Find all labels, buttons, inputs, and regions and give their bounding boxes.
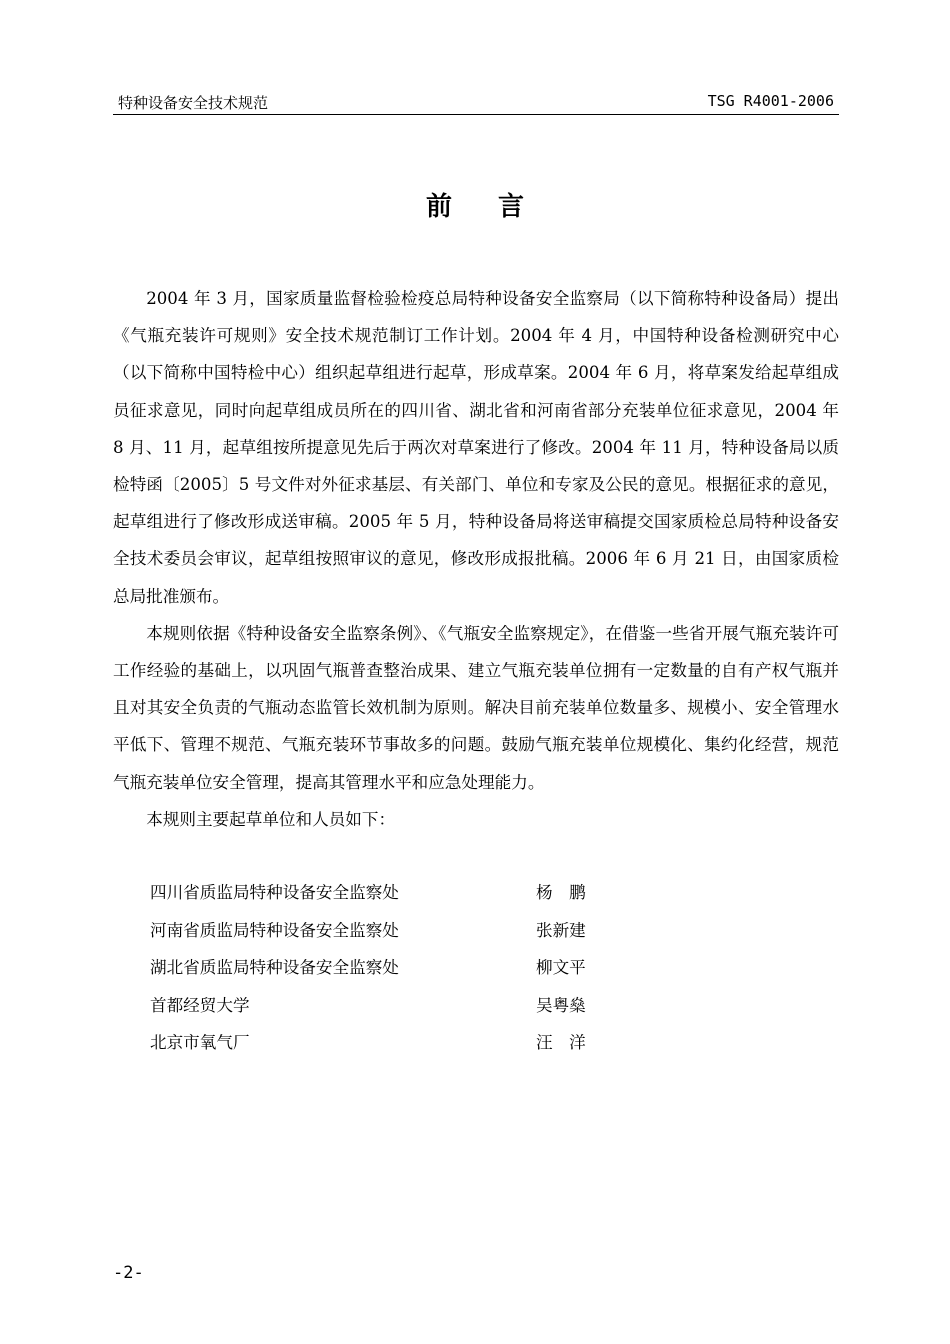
drafter-org: 北京市氧气厂 [150,1033,250,1053]
page-title: 前言 [425,192,570,222]
drafter-org: 首都经贸大学 [150,995,250,1015]
drafter-person: 柳文平 [536,958,586,978]
drafter-row [150,879,650,917]
drafter-person: 杨 鹏 [536,883,586,902]
paragraph-purpose: 本规则依据《特种设备安全监察条例》、《气瓶安全监察规定》，在借鉴一些省开展气瓶充装许可工作经验的基础上，以巩固气瓶普查整治成果、建立气瓶充装单位拥有一定数量的自有产权气瓶并且对其安全负责的气瓶动态监管长效机制为原则。解决目前充装单位数量多、规模小、安全管理水平低下、管理不规范、气瓶充装环节事故多的问题。鼓励气瓶充装单位规模化、集约化经营，规范气瓶充装单位安全管理，提高其管理水平和应急处理能力。 [113,623,839,792]
paragraph-drafters-intro: 本规则主要起草单位和人员如下： [146,809,396,829]
drafter-person: 张新建 [536,920,586,940]
drafter-row [150,954,650,992]
drafters-list [150,879,650,1067]
drafter-org: 湖北省质监局特种设备安全监察处 [150,958,399,978]
preface-body [113,280,839,838]
page-number: -2- [113,1263,144,1283]
drafter-org: 四川省质监局特种设备安全监察处 [150,883,399,902]
header-category: 特种设备安全技术规范 [118,94,269,112]
drafter-row [150,1029,650,1067]
header-code: TSG R4001-2006 [707,92,834,110]
drafter-person: 吴粤燊 [536,995,586,1015]
paragraph-history: 2004 年 3 月，国家质量监督检验检疫总局特种设备安全监察局（以下简称特种设备局）提出《气瓶充装许可规则》安全技术规范制订工作计划。2004 年 4 月，中国特种设备检测研究中心（以下简称中国特检中心）组织起草组进行起草，形成草案。2004 年 6 月，将草案发给起草组成员征求意见，同时向起草组成员所在的四川省、湖北省和河南省部分充装单位征求意见，2004 年 8 月、11 月，起草组按所提意见先后于两次对草案进行了修改。2004 年 11 月，特种设备局以质检特函〔2005〕5 号文件对外征求基层、有关部门、单位和专家及公民的意见。根据征求的意见，起草组进行了修改形成送审稿。2005 年 5 月，特种设备局将送审稿提交国家质检总局特种设备安全技术委员会审议，起草组按照审议的意见，修改形成报批稿。2006 年 6 月 21 日，由国家质检总局批准颁布。 [113,289,839,606]
drafter-org: 河南省质监局特种设备安全监察处 [150,920,399,940]
drafter-row [150,917,650,955]
drafter-row [150,992,650,1030]
drafter-person: 汪 洋 [536,1033,586,1053]
page-header [113,92,839,115]
